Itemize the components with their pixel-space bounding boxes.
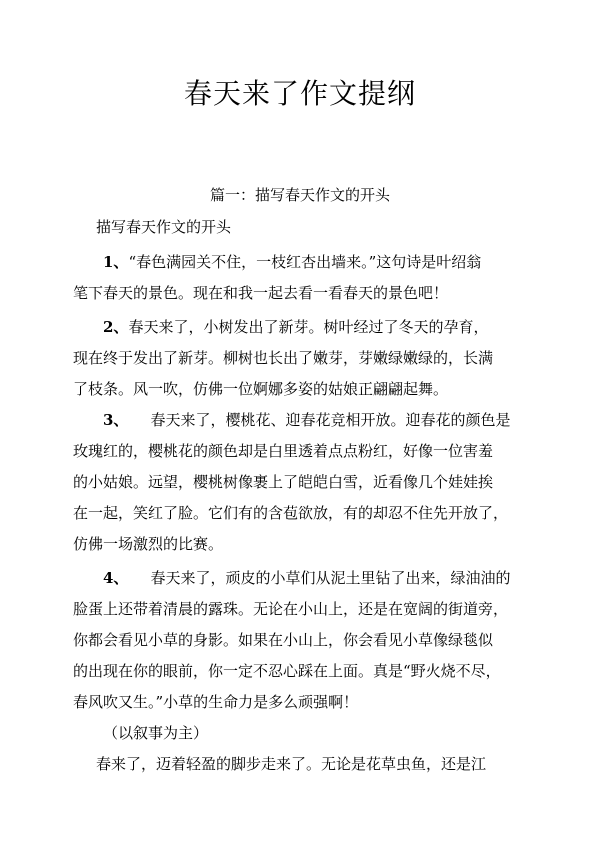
paragraph-number: 1、 xyxy=(103,253,129,271)
paragraph-line: 的出现在你的眼前，你一定不忍心踩在上面。真是“野火烧不尽， xyxy=(73,662,501,680)
paragraph-3 xyxy=(73,405,528,560)
document-title: 春天来了作文提纲 xyxy=(183,77,416,110)
paragraph-line: 笔下春天的景色。现在和我一起去看一看春天的景色吧！ xyxy=(73,284,449,302)
paragraph-line: 玫瑰红的，樱桃花的颜色却是白里透着点点粉红，好像一位害羞 xyxy=(73,442,494,460)
trailing-line: 春来了，迈着轻盈的脚步走来了。无论是花草虫鱼，还是江 xyxy=(96,755,487,773)
paragraph-line: 脸蛋上还带着清晨的露珠。无论在小山上，还是在宽阔的街道旁， xyxy=(73,600,509,618)
paragraph-line: 仿佛一场激烈的比赛。 xyxy=(73,535,224,553)
paragraph-line: 3、 春天来了，樱桃花、迎春花竞相开放。迎春花的颜色是 xyxy=(103,411,511,429)
paragraph-1 xyxy=(73,247,528,309)
genre-note: （以叙事为主） xyxy=(103,724,209,742)
paragraph-number: 3、 xyxy=(103,411,129,429)
intro-label: 描写春天作文的开头 xyxy=(96,218,232,236)
paragraph-number: 4、 xyxy=(103,569,129,587)
paragraph-2 xyxy=(73,312,528,405)
paragraph-line: 的小姑娘。远望，樱桃树像裹上了皑皑白雪，近看像几个娃娃挨 xyxy=(73,473,494,491)
paragraph-4 xyxy=(73,563,528,718)
paragraph-number: 2、 xyxy=(103,318,129,336)
paragraph-line: 4、 春天来了，顽皮的小草们从泥土里钻了出来，绿油油的 xyxy=(103,569,511,587)
paragraph-line: 1、“春色满园关不住，一枝红杏出墙来。”这句诗是叶绍翁 xyxy=(103,253,482,271)
paragraph-line: 了枝条。风一吹，仿佛一位婀娜多姿的姑娘正翩翩起舞。 xyxy=(73,380,449,398)
paragraph-line: 2、春天来了，小树发出了新芽。树叶经过了冬天的孕育， xyxy=(103,318,489,336)
paragraph-line: 现在终于发出了新芽。柳树也长出了嫩芽，芽嫩绿嫩绿的，长满 xyxy=(73,349,494,367)
section-heading: 篇一：描写春天作文的开头 xyxy=(209,186,390,204)
paragraph-line: 春风吹又生。”小草的生命力是多么顽强啊！ xyxy=(73,693,359,711)
paragraph-line: 在一起，笑红了脸。它们有的含苞欲放，有的却忍不住先开放了， xyxy=(73,504,509,522)
paragraph-line: 你都会看见小草的身影。如果在小山上，你会看见小草像绿毯似 xyxy=(73,631,494,649)
